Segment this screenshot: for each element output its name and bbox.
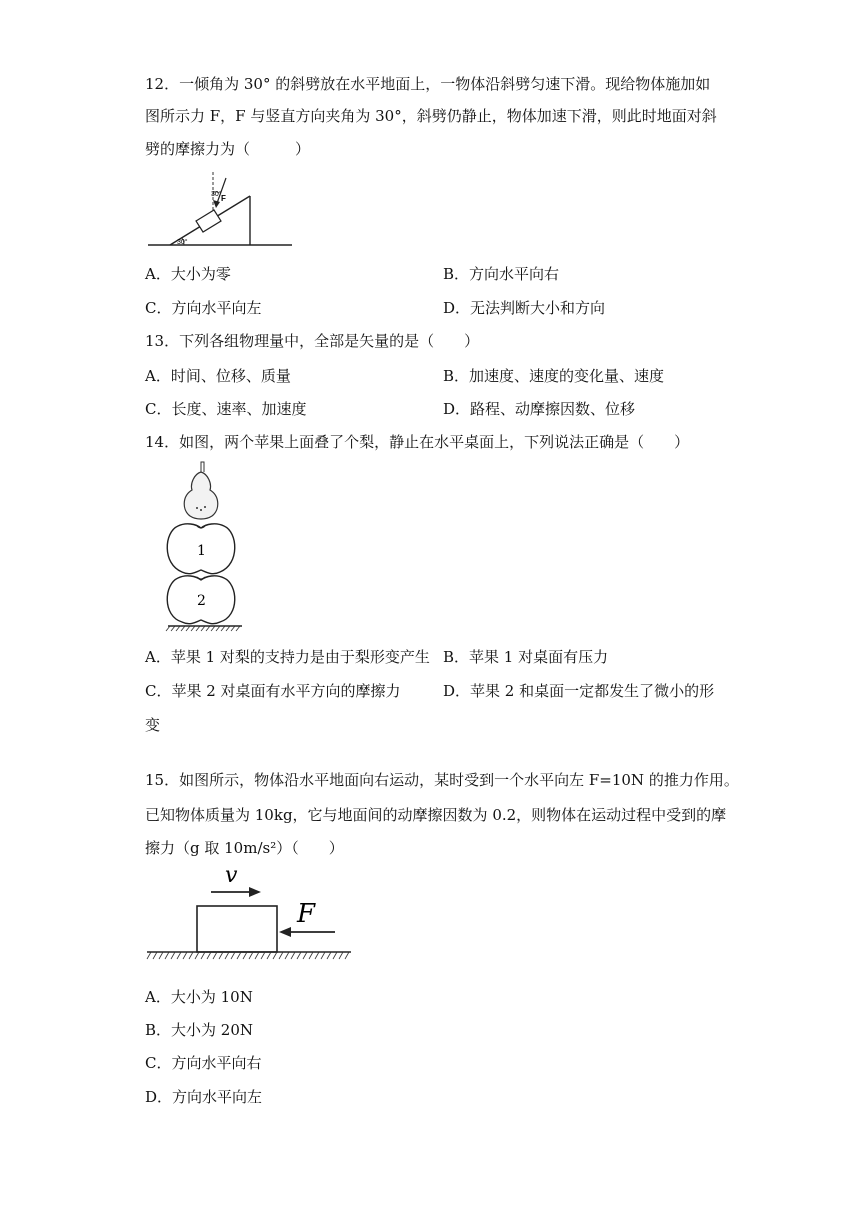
q12-angle-base-label: 30° (177, 239, 188, 246)
q13-stem: 13．下列各组物理量中，全部是矢量的是（ ） (145, 332, 480, 350)
q15-option-c[interactable]: C．方向水平向右 (145, 1054, 262, 1072)
q13-option-a[interactable]: A．时间、位移、质量 (145, 367, 291, 385)
q14-stem: 14．如图，两个苹果上面叠了个梨，静止在水平桌面上，下列说法正确是（ ） (145, 433, 690, 451)
q12-option-d[interactable]: D．无法判断大小和方向 (443, 299, 606, 317)
q12-option-b[interactable]: B．方向水平向右 (443, 265, 560, 283)
q15-stem-line-1: 15．如图所示，物体沿水平地面向右运动，某时受到一个水平向左 F=10N 的推力作用。 (145, 771, 739, 789)
q12-stem-line-2: 图所示力 F，F 与竖直方向夹角为 30°，斜劈仍静止，物体加速下滑，则此时地面对斜 (145, 107, 717, 125)
q15-block-figure (145, 862, 355, 970)
q12-force-label: F (221, 194, 226, 203)
q15-velocity-label: v (225, 863, 238, 888)
q14-apple-1-label: 1 (197, 543, 206, 559)
q12-angle-top-label: 30° (211, 191, 222, 198)
q14-option-d-continuation: 变 (145, 716, 161, 734)
q12-stem-line-1: 12．一倾角为 30° 的斜劈放在水平地面上，一物体沿斜劈匀速下滑。现给物体施加如 (145, 75, 711, 93)
q12-incline-figure (140, 168, 300, 250)
q14-option-d[interactable]: D．苹果 2 和桌面一定都发生了微小的形 (443, 682, 715, 700)
q14-option-a[interactable]: A．苹果 1 对梨的支持力是由于梨形变产生 (145, 648, 430, 666)
q15-option-d[interactable]: D．方向水平向左 (145, 1088, 263, 1106)
q15-stem-line-3: 擦力（g 取 10m/s²）（ ） (145, 839, 344, 857)
q15-option-b[interactable]: B．大小为 20N (145, 1021, 254, 1039)
q15-force-label: F (297, 899, 316, 929)
q13-option-c[interactable]: C．长度、速率、加速度 (145, 400, 307, 418)
q14-apple-2-label: 2 (197, 593, 206, 609)
q12-option-c[interactable]: C．方向水平向左 (145, 299, 262, 317)
q12-stem-line-3: 劈的摩擦力为（ ） (145, 140, 311, 158)
q14-option-b[interactable]: B．苹果 1 对桌面有压力 (443, 648, 609, 666)
q13-option-b[interactable]: B．加速度、速度的变化量、速度 (443, 367, 665, 385)
q15-option-a[interactable]: A．大小为 10N (145, 988, 253, 1006)
q12-option-a[interactable]: A．大小为零 (145, 265, 231, 283)
q14-option-c[interactable]: C．苹果 2 对桌面有水平方向的摩擦力 (145, 682, 401, 700)
q14-fruit-stack-figure (160, 460, 242, 632)
q13-option-d[interactable]: D．路程、动摩擦因数、位移 (443, 400, 636, 418)
q15-stem-line-2: 已知物体质量为 10kg，它与地面间的动摩擦因数为 0.2，则物体在运动过程中受到的摩 (145, 806, 727, 824)
